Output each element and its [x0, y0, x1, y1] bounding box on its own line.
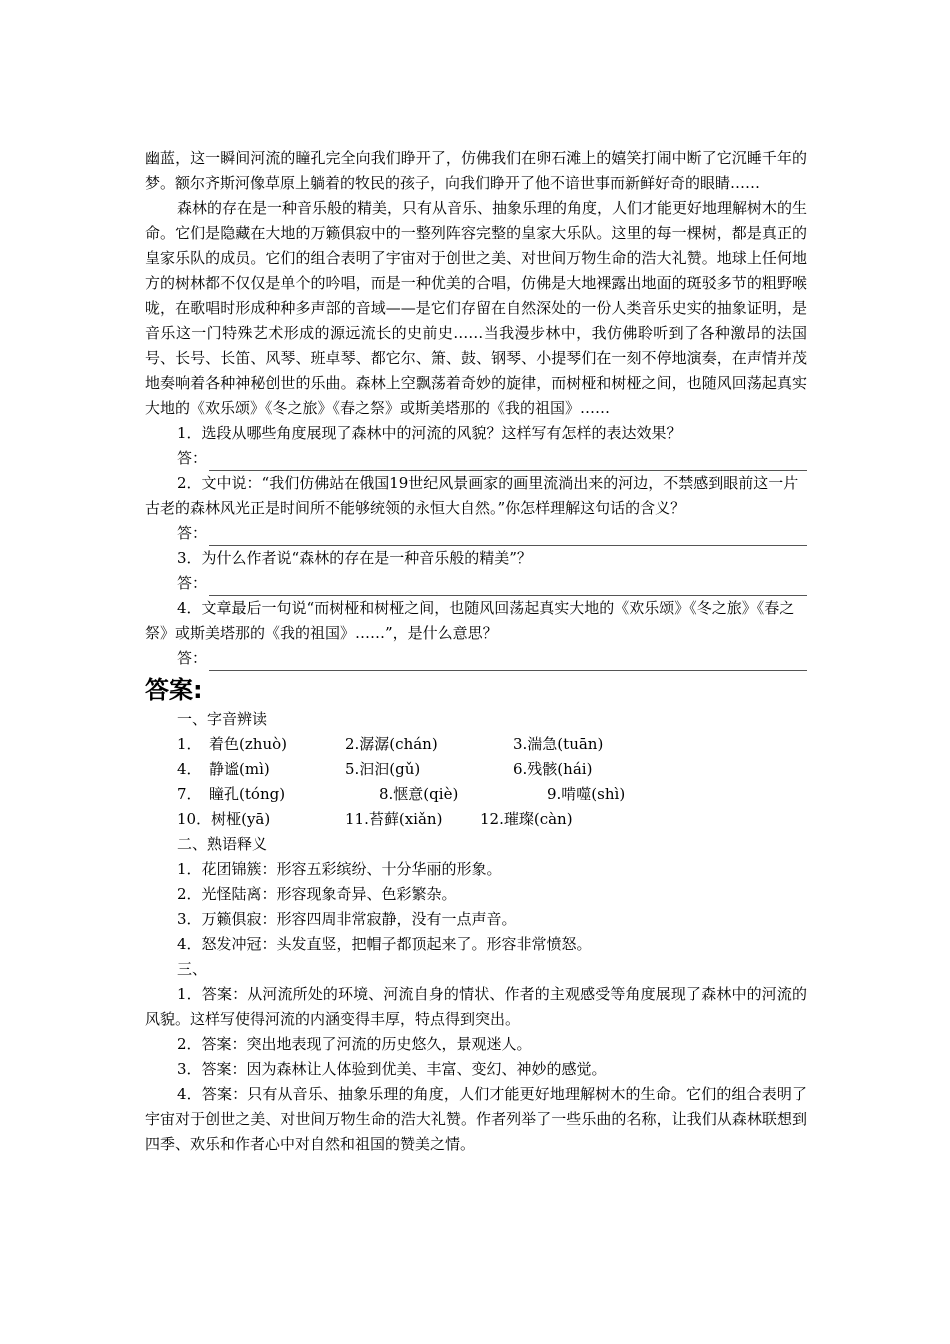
- answer-line-1[interactable]: [145, 446, 807, 471]
- pronunciation-item: 11.苔藓(xiǎn): [345, 810, 443, 828]
- document-page: [145, 146, 807, 1157]
- answer-line-3[interactable]: [145, 571, 807, 596]
- pronunciation-item: 3.湍急(tuān): [513, 735, 604, 753]
- idiom-item: 2．光怪陆离：形容现象奇异、色彩繁杂。: [177, 885, 457, 903]
- pronunciation-item: 7． 瞳孔(tóng): [177, 785, 286, 803]
- answer-blank[interactable]: [209, 454, 807, 471]
- answer-label: 答：: [177, 524, 208, 542]
- question-1: 1．选段从哪些角度展现了森林中的河流的风貌？这样写有怎样的表达效果？: [177, 424, 682, 442]
- answer-label: 答：: [177, 574, 208, 592]
- pronunciation-item: 1． 着色(zhuò): [177, 735, 288, 753]
- answer-blank[interactable]: [209, 529, 807, 546]
- answer-line-4[interactable]: [145, 646, 807, 671]
- answer-blank[interactable]: [209, 654, 807, 671]
- pronunciation-row: [177, 757, 807, 782]
- question-4: 4．文章最后一句说“而树桠和树桠之间，也随风回荡起真实大地的《欢乐颂》《冬之旅》《春之祭》或斯美塔那的《我的祖国》……”，是什么意思？: [145, 599, 795, 642]
- answer-item: 2．答案：突出地表现了河流的历史悠久，景观迷人。: [177, 1035, 532, 1053]
- answer-label: 答：: [177, 649, 208, 667]
- idiom-item: 4．怒发冲冠：头发直竖，把帽子都顶起来了。形容非常愤怒。: [177, 935, 592, 953]
- pronunciation-row: [177, 782, 807, 807]
- pronunciation-item: 12.璀璨(càn): [480, 810, 573, 828]
- pronunciation-item: 4． 静谧(mì): [177, 760, 270, 778]
- answer-item: 1．答案：从河流所处的环境、河流自身的情状、作者的主观感受等角度展现了森林中的河流的风貌。这样写使得河流的内涵变得丰厚，特点得到突出。: [145, 985, 807, 1028]
- answer-line-2[interactable]: [145, 521, 807, 546]
- pronunciation-item: 6.残骸(hái): [513, 760, 593, 778]
- pronunciation-row: [177, 807, 807, 832]
- pronunciation-row: [177, 732, 807, 757]
- question-3: 3．为什么作者说“森林的存在是一种音乐般的精美”？: [177, 549, 532, 567]
- idiom-item: 3．万籁俱寂：形容四周非常寂静，没有一点声音。: [177, 910, 517, 928]
- answer-blank[interactable]: [209, 579, 807, 596]
- section-title-pronunciation: 一、字音辨读: [177, 710, 268, 728]
- answers-heading: 答案:: [145, 676, 203, 704]
- answer-item: 4．答案：只有从音乐、抽象乐理的角度，人们才能更好地理解树木的生命。它们的组合表明了宇宙对于创世之美、对世间万物生命的浩大礼赞。作者列举了一些乐曲的名称，让我们从森林联想到四季、欢乐和作者心中对自然和祖国的赞美之情。: [145, 1085, 807, 1153]
- question-2: 2．文中说：“我们仿佛站在俄国19世纪风景画家的画里流淌出来的河边，不禁感到眼前这一片古老的森林风光正是时间所不能够统领的永恒大自然。”你怎样理解这句话的含义？: [145, 474, 799, 517]
- passage-paragraph-1: 幽蓝，这一瞬间河流的瞳孔完全向我们睁开了，仿佛我们在卵石滩上的嬉笑打闹中断了它沉睡千年的梦。额尔齐斯河像草原上躺着的牧民的孩子，向我们睁开了他不谙世事而新鲜好奇的眼睛……: [145, 149, 807, 192]
- answer-item: 3．答案：因为森林让人体验到优美、丰富、变幻、神妙的感觉。: [177, 1060, 607, 1078]
- section-title-idioms: 二、熟语释义: [177, 835, 268, 853]
- pronunciation-item: 8.惬意(qiè): [379, 785, 459, 803]
- pronunciation-item: 9.啃噬(shì): [547, 785, 626, 803]
- answer-label: 答：: [177, 449, 208, 467]
- pronunciation-grid: [145, 732, 807, 832]
- pronunciation-item: 2.潺潺(chán): [345, 735, 438, 753]
- pronunciation-item: 5.汩汩(gǔ): [345, 760, 421, 778]
- idiom-item: 1．花团锦簇：形容五彩缤纷、十分华丽的形象。: [177, 860, 502, 878]
- passage-paragraph-2: 森林的存在是一种音乐般的精美，只有从音乐、抽象乐理的角度，人们才能更好地理解树木的生命。它们是隐藏在大地的万籁俱寂中的一整列阵容完整的皇家大乐队。这里的每一棵树，都是真正的皇家乐队的成员。它们的组合表明了宇宙对于创世之美、对世间万物生命的浩大礼赞。地球上任何地方的树林都不仅仅是单个的吟唱，而是一种优美的合唱，仿佛是大地裸露出地面的斑驳多节的粗野喉咙，在歌唱时形成种种多声部的音域——是它们存留在自然深处的一份人类音乐史实的抽象证明，是音乐这一门特殊艺术形成的源远流长的史前史……当我漫步林中，我仿佛聆听到了各种激昂的法国号、长号、长笛、风琴、班卓琴、都它尔、箫、鼓、钢琴、小提琴们在一刻不停地演奏，在声情并茂地奏响着各种神秘创世的乐曲。森林上空飘荡着奇妙的旋律，而树桠和树桠之间，也随风回荡起真实大地的《欢乐颂》《冬之旅》《春之祭》或斯美塔那的《我的祖国》……: [145, 199, 808, 417]
- section-title-three: 三、: [177, 960, 208, 978]
- pronunciation-item: 10．树桠(yā): [177, 810, 271, 828]
